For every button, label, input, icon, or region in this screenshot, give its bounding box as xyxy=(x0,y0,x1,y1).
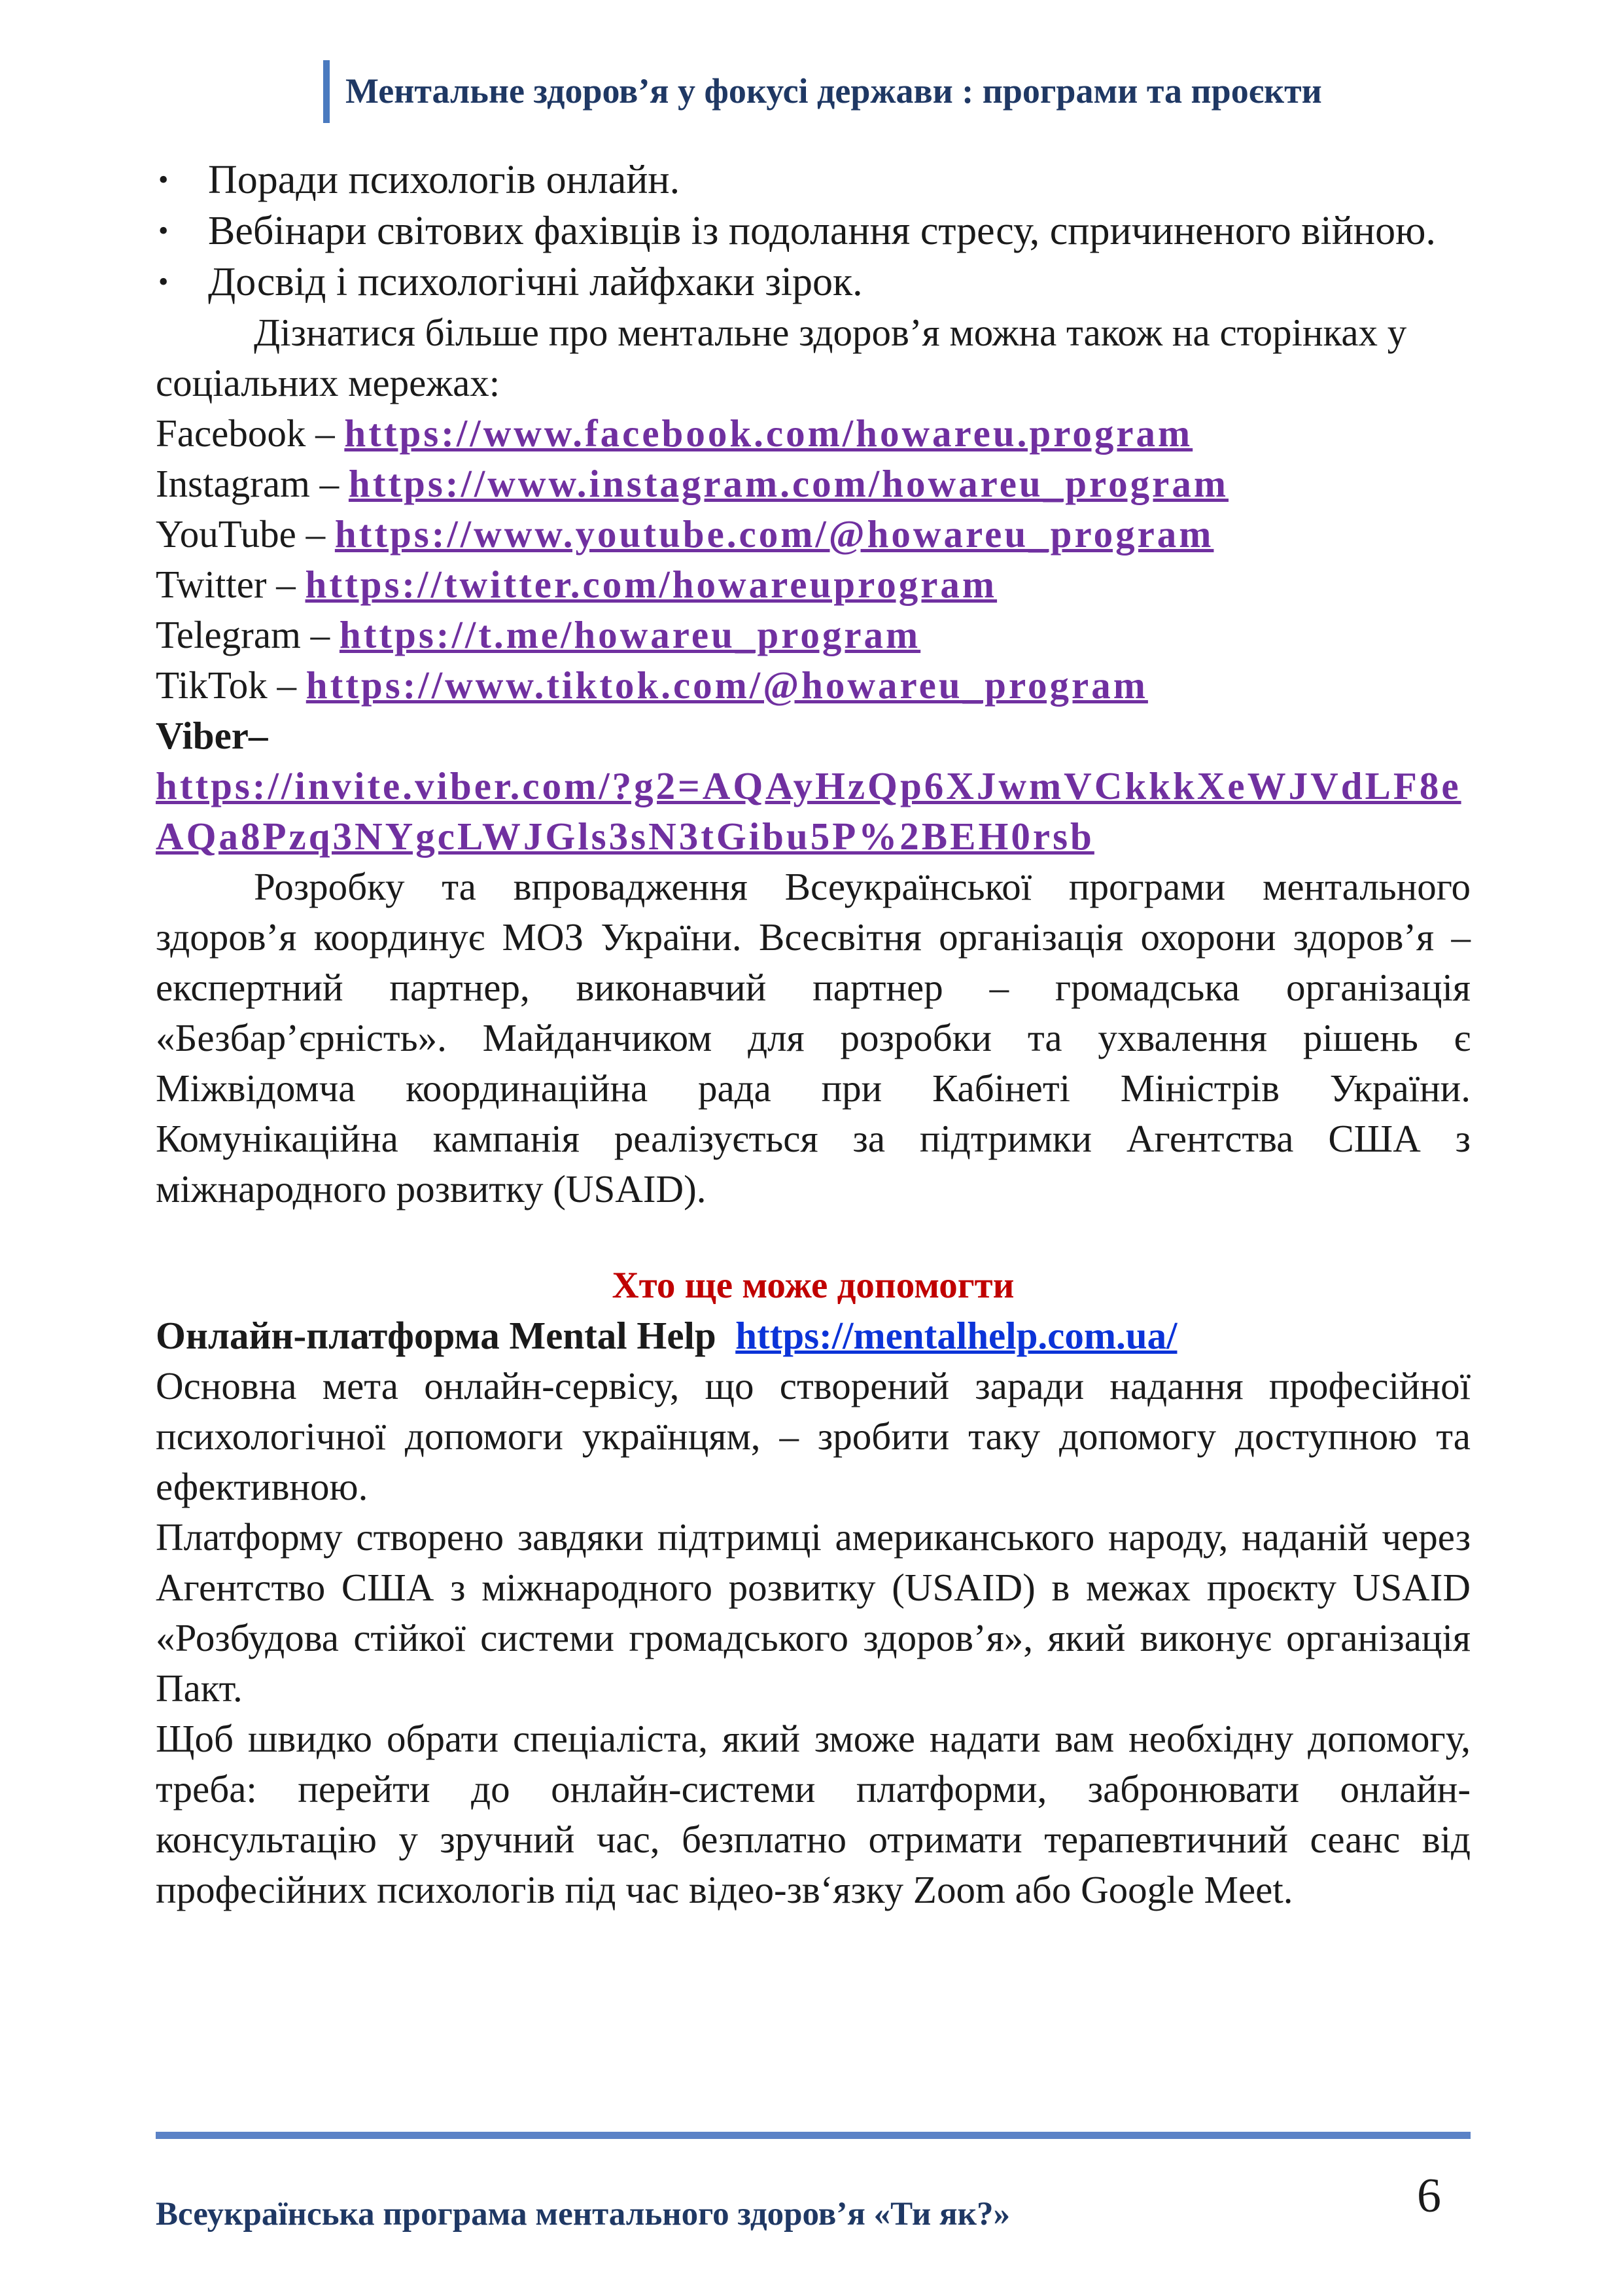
platform-paragraph: Щоб швидко обрати спеціаліста, який зможе надати вам необхідну допомогу, треба: перейти до онлайн-системи платформи, забронювати онлайн-консультацію у зручний час, безплатно отримати терапевтичний сеанс від професійних психологів під час відео-зв‘язку Zoom або Google Meet. xyxy=(156,1717,1471,1911)
platform-heading xyxy=(156,1311,1471,1361)
platform-paragraph: Платформу створено завдяки підтримці американського народу, наданій через Агентство США з міжнародного розвитку (USAID) в межах проєкту USAID «Розбудова стійкої системи громадського здоров’я», який виконує організація Пакт. xyxy=(156,1515,1471,1710)
bullet-list xyxy=(156,154,1471,308)
viber-label-text: Viber– xyxy=(156,714,268,757)
social-line-telegram xyxy=(156,610,1471,660)
footer-divider xyxy=(156,2132,1471,2139)
social-line-tiktok xyxy=(156,660,1471,711)
tiktok-link[interactable]: https://www.tiktok.com/@howareu_program xyxy=(305,663,1148,707)
social-separator: – xyxy=(309,462,349,505)
program-paragraph: Розробку та впровадження Всеукраїнської програми ментального здоров’я координує МОЗ України. Всесвітня організація охорони здоров’я – експертний партнер, виконавчий партнер – громадська організація «Безбар’єрність». Майданчиком для розробки та ухвалення рішень є Міжвідомча координаційна рада при Кабінеті Міністрів України. Комунікаційна кампанія реалізується за підтримки Агентства США з міжнародного розвитку (USAID). xyxy=(156,865,1471,1210)
facebook-link[interactable]: https://www.facebook.com/howareu.program xyxy=(344,412,1193,455)
platform-label: Онлайн-платформа Mental Help xyxy=(156,1314,716,1357)
page-number: 6 xyxy=(1417,2169,1441,2223)
header-accent-bar xyxy=(323,60,330,123)
mentalhelp-link[interactable]: https://mentalhelp.com.ua/ xyxy=(735,1314,1178,1357)
social-line-facebook xyxy=(156,408,1471,459)
social-network-name: TikTok xyxy=(156,663,268,707)
list-item-text: Поради психологів онлайн. xyxy=(208,158,680,202)
twitter-link[interactable]: https://twitter.com/howareuprogram xyxy=(305,563,998,606)
social-separator: – xyxy=(296,512,335,556)
social-line-youtube xyxy=(156,509,1471,559)
social-separator: – xyxy=(266,563,305,606)
youtube-link[interactable]: https://www.youtube.com/@howareu_program xyxy=(334,512,1214,556)
social-intro-paragraph: Дізнатися більше про ментальне здоров’я можна також на сторінках у соціальних мережах: xyxy=(156,311,1407,404)
social-links-list xyxy=(156,408,1471,862)
social-network-name: YouTube xyxy=(156,512,296,556)
list-item-text: Досвід і психологічні лайфхаки зірок. xyxy=(208,260,863,304)
social-network-name: Facebook xyxy=(156,412,306,455)
bullet-icon: • xyxy=(158,164,169,196)
list-item-text: Вебінари світових фахівців із подолання стресу, спричиненого війною. xyxy=(208,209,1436,253)
platform-paragraph: Основна мета онлайн-сервісу, що створений заради надання професійної психологічної допомоги українцям, – зробити таку допомогу доступною та ефективною. xyxy=(156,1364,1471,1508)
list-item xyxy=(156,256,1471,308)
list-item xyxy=(156,205,1471,256)
social-separator: – xyxy=(300,613,340,656)
viber-link[interactable]: https://invite.viber.com/?g2=AQAyHzQp6XJwmVCkkkXeWJVdLF8eAQa8Pzq3NYgcLWJGls3sN3tGibu5P%2BEH0rsb xyxy=(156,764,1461,858)
running-header-title: Ментальне здоров’я у фокусі держави : програми та проєкти xyxy=(345,71,1322,111)
section-title: Хто ще може допомогти xyxy=(612,1265,1015,1306)
social-separator: – xyxy=(267,663,306,707)
instagram-link[interactable]: https://www.instagram.com/howareu_program xyxy=(348,462,1229,505)
viber-label xyxy=(156,711,1471,761)
social-network-name: Twitter xyxy=(156,563,267,606)
bullet-icon: • xyxy=(158,266,169,298)
social-line-twitter xyxy=(156,559,1471,610)
social-separator: – xyxy=(305,412,345,455)
list-item xyxy=(156,154,1471,205)
page-content xyxy=(156,154,1471,1915)
footer-title: Всеукраїнська програма ментального здоров’я «Ти як?» xyxy=(156,2196,1011,2233)
social-network-name: Instagram xyxy=(156,462,310,505)
bullet-icon: • xyxy=(158,215,169,247)
telegram-link[interactable]: https://t.me/howareu_program xyxy=(339,613,921,656)
social-line-instagram xyxy=(156,459,1471,509)
social-network-name: Telegram xyxy=(156,613,301,656)
